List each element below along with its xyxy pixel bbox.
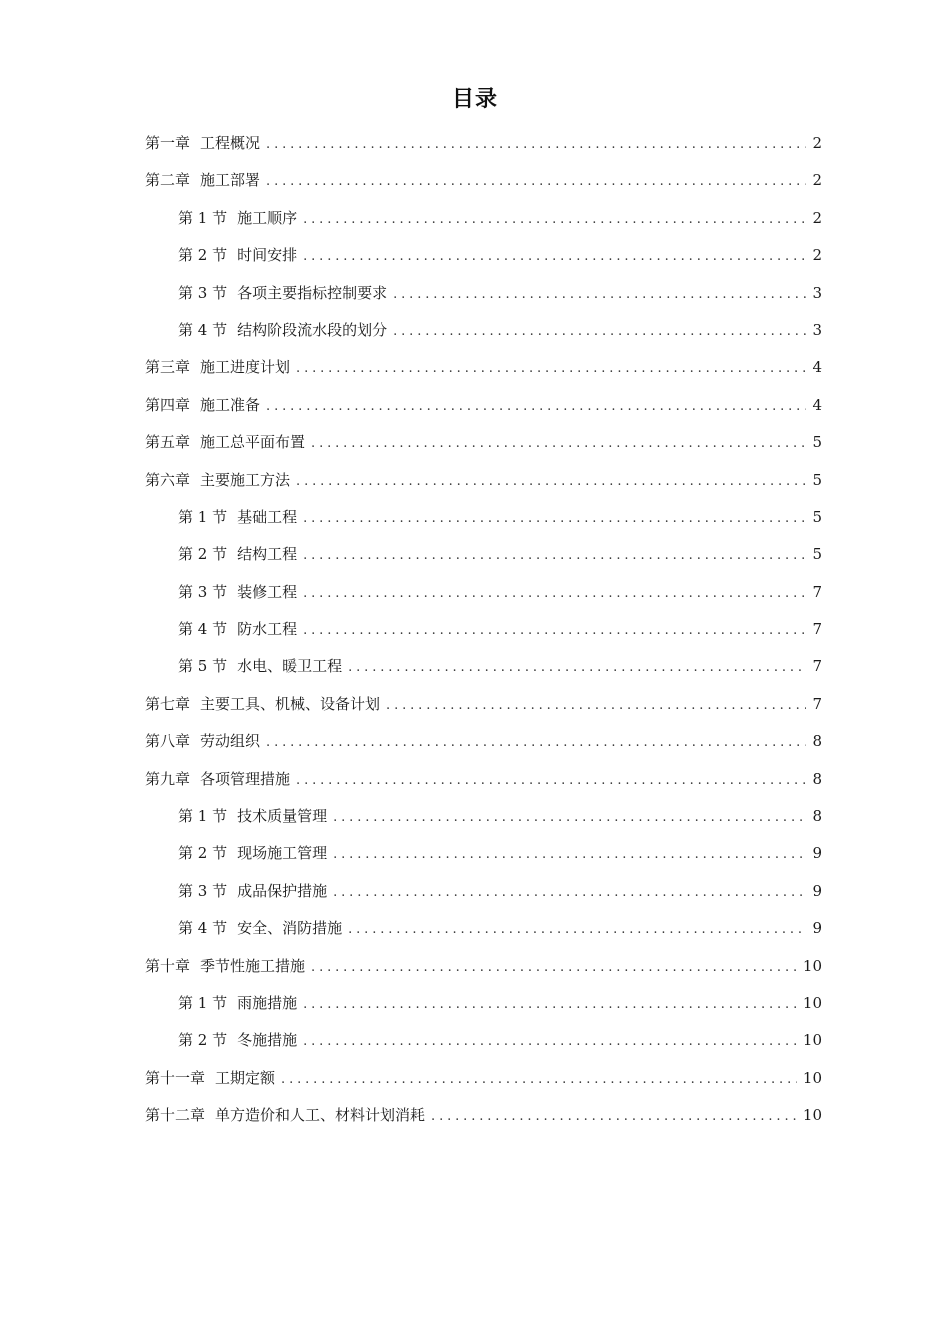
toc-entry-number: 第 5 节 — [178, 657, 228, 676]
toc-section-entry[interactable] — [145, 278, 822, 315]
toc-page-number: 4 — [812, 395, 822, 414]
toc-title: 目录 — [451, 87, 498, 112]
toc-section-entry[interactable] — [145, 502, 822, 539]
toc-entry-title: 现场施工管理 — [237, 844, 328, 863]
toc-entry-number: 第 1 节 — [178, 807, 228, 826]
toc-chapter-entry[interactable] — [145, 726, 822, 763]
toc-section-entry[interactable] — [145, 651, 822, 688]
toc-page-number: 5 — [812, 507, 822, 526]
toc-dot-leader — [303, 205, 806, 235]
toc-entry-title: 水电、暖卫工程 — [237, 657, 343, 676]
toc-entry-title: 工程概况 — [200, 134, 261, 152]
toc-dot-leader — [266, 167, 806, 197]
toc-entry-title: 基础工程 — [237, 507, 298, 526]
toc-entry-number: 第二章 — [145, 171, 191, 190]
toc-dot-leader — [303, 541, 806, 571]
toc-entry-title: 冬施措施 — [237, 1031, 298, 1050]
toc-entry-title: 技术质量管理 — [237, 807, 328, 826]
toc-page-number: 4 — [812, 358, 822, 377]
toc-dot-leader — [266, 130, 806, 160]
toc-entry-title: 施工总平面布置 — [200, 433, 306, 452]
toc-section-entry[interactable] — [145, 203, 822, 240]
toc-entry-title: 结构阶段流水段的划分 — [237, 320, 388, 339]
toc-entry-number: 第六章 — [145, 470, 191, 489]
toc-chapter-entry[interactable] — [145, 165, 822, 202]
toc-entry-title: 主要施工方法 — [200, 470, 291, 489]
toc-entry-number: 第 2 节 — [178, 844, 228, 863]
toc-entry-number: 第 2 节 — [178, 545, 228, 564]
toc-section-entry[interactable] — [145, 838, 822, 875]
toc-section-entry[interactable] — [145, 1025, 822, 1062]
toc-dot-leader — [431, 1102, 797, 1132]
toc-chapter-entry[interactable] — [145, 764, 822, 801]
toc-entry-title: 施工准备 — [200, 395, 261, 414]
toc-entry-title: 防水工程 — [237, 620, 298, 639]
toc-entry-title: 雨施措施 — [237, 993, 298, 1012]
toc-entry-title: 施工部署 — [200, 171, 261, 190]
toc-section-entry[interactable] — [145, 913, 822, 950]
toc-entry-number: 第十二章 — [145, 1106, 206, 1125]
toc-entry-number: 第 4 节 — [178, 919, 228, 938]
toc-page-number: 2 — [812, 246, 822, 265]
toc-dot-leader — [333, 878, 806, 908]
toc-entry-title: 单方造价和人工、材料计划消耗 — [215, 1106, 426, 1125]
toc-entry-title: 劳动组织 — [200, 732, 261, 751]
toc-page-number: 7 — [812, 657, 822, 676]
toc-page-number: 8 — [812, 769, 822, 788]
toc-page-number: 10 — [802, 956, 822, 975]
toc-page-number: 5 — [812, 433, 822, 452]
toc-page-number: 9 — [812, 919, 822, 938]
toc-dot-leader — [281, 1065, 797, 1095]
toc-entry-number: 第 4 节 — [178, 620, 228, 639]
toc-entry-number: 第八章 — [145, 732, 191, 751]
toc-section-entry[interactable] — [145, 315, 822, 352]
toc-dot-leader — [311, 429, 806, 459]
toc-chapter-entry[interactable] — [145, 1063, 822, 1100]
toc-dot-leader — [296, 766, 806, 796]
toc-section-entry[interactable] — [145, 614, 822, 651]
toc-entry-number: 第七章 — [145, 694, 191, 713]
toc-dot-leader — [386, 691, 806, 721]
toc-page-number: 5 — [812, 470, 822, 489]
toc-entry-title: 各项管理措施 — [200, 769, 291, 788]
toc-page-number: 3 — [812, 320, 822, 339]
toc-section-entry[interactable] — [145, 988, 822, 1025]
toc-page-number: 8 — [812, 732, 822, 751]
toc-dot-leader — [303, 1027, 797, 1057]
toc-dot-leader — [266, 392, 806, 422]
toc-section-entry[interactable] — [145, 801, 822, 838]
toc-page-number: 10 — [802, 1106, 822, 1125]
toc-entry-number: 第 1 节 — [178, 507, 228, 526]
toc-entry-number: 第十章 — [145, 956, 191, 975]
toc-section-entry[interactable] — [145, 876, 822, 913]
toc-page-number: 10 — [802, 993, 822, 1012]
toc-entry-number: 第 2 节 — [178, 1031, 228, 1050]
toc-entry-title: 结构工程 — [237, 545, 298, 564]
toc-chapter-entry[interactable] — [145, 951, 822, 988]
toc-entry-number: 第 4 节 — [178, 320, 228, 339]
toc-entry-number: 第五章 — [145, 433, 191, 452]
toc-chapter-entry[interactable] — [145, 689, 822, 726]
toc-entry-title: 成品保护措施 — [237, 881, 328, 900]
toc-chapter-entry[interactable] — [145, 427, 822, 464]
toc-entry-number: 第 3 节 — [178, 283, 228, 302]
toc-page-number: 2 — [812, 208, 822, 227]
toc-page-number: 5 — [812, 545, 822, 564]
toc-section-entry[interactable] — [145, 539, 822, 576]
toc-dot-leader — [296, 354, 806, 384]
toc-entry-title: 各项主要指标控制要求 — [237, 283, 388, 302]
toc-entry-number: 第十一章 — [145, 1068, 206, 1087]
toc-entry-title: 装修工程 — [237, 582, 298, 601]
toc-section-entry[interactable] — [145, 240, 822, 277]
toc-dot-leader — [311, 953, 797, 983]
toc-entry-title: 主要工具、机械、设备计划 — [200, 694, 381, 713]
toc-list — [145, 128, 822, 1138]
toc-chapter-entry[interactable] — [145, 390, 822, 427]
toc-dot-leader — [303, 579, 806, 609]
toc-entry-number: 第一章 — [145, 134, 191, 152]
toc-entry-title: 安全、消防措施 — [237, 919, 343, 938]
toc-entry-title: 施工顺序 — [237, 208, 298, 227]
toc-section-entry[interactable] — [145, 577, 822, 614]
toc-dot-leader — [348, 915, 806, 945]
toc-dot-leader — [393, 280, 806, 310]
toc-entry-number: 第 3 节 — [178, 881, 228, 900]
toc-dot-leader — [303, 990, 797, 1020]
toc-dot-leader — [333, 803, 806, 833]
toc-entry-title: 工期定额 — [215, 1068, 276, 1087]
toc-chapter-entry[interactable] — [145, 352, 822, 389]
toc-chapter-entry[interactable] — [145, 128, 822, 165]
toc-dot-leader — [266, 728, 806, 758]
toc-dot-leader — [296, 467, 806, 497]
toc-page-number: 9 — [812, 844, 822, 863]
toc-page-number: 10 — [802, 1031, 822, 1050]
toc-entry-title: 施工进度计划 — [200, 358, 291, 377]
toc-dot-leader — [333, 840, 806, 870]
toc-page-number: 3 — [812, 283, 822, 302]
toc-dot-leader — [303, 616, 806, 646]
toc-page-number: 7 — [812, 694, 822, 713]
toc-chapter-entry[interactable] — [145, 1100, 822, 1137]
toc-entry-number: 第三章 — [145, 358, 191, 377]
toc-page-number: 2 — [812, 171, 822, 190]
toc-page-number: 10 — [802, 1068, 822, 1087]
toc-dot-leader — [303, 504, 806, 534]
toc-entry-title: 季节性施工措施 — [200, 956, 306, 975]
toc-entry-number: 第四章 — [145, 395, 191, 414]
toc-page-number: 7 — [812, 582, 822, 601]
toc-dot-leader — [393, 317, 806, 347]
toc-dot-leader — [303, 242, 806, 272]
toc-page-number: 7 — [812, 620, 822, 639]
toc-entry-title: 时间安排 — [237, 246, 298, 265]
toc-entry-number: 第 1 节 — [178, 993, 228, 1012]
toc-entry-number: 第 2 节 — [178, 246, 228, 265]
toc-dot-leader — [348, 653, 806, 683]
toc-entry-number: 第九章 — [145, 769, 191, 788]
toc-entry-number: 第 1 节 — [178, 208, 228, 227]
toc-entry-number: 第 3 节 — [178, 582, 228, 601]
toc-page-number: 9 — [812, 881, 822, 900]
toc-page-number: 8 — [812, 807, 822, 826]
toc-chapter-entry[interactable] — [145, 465, 822, 502]
toc-page-number: 2 — [812, 134, 822, 152]
